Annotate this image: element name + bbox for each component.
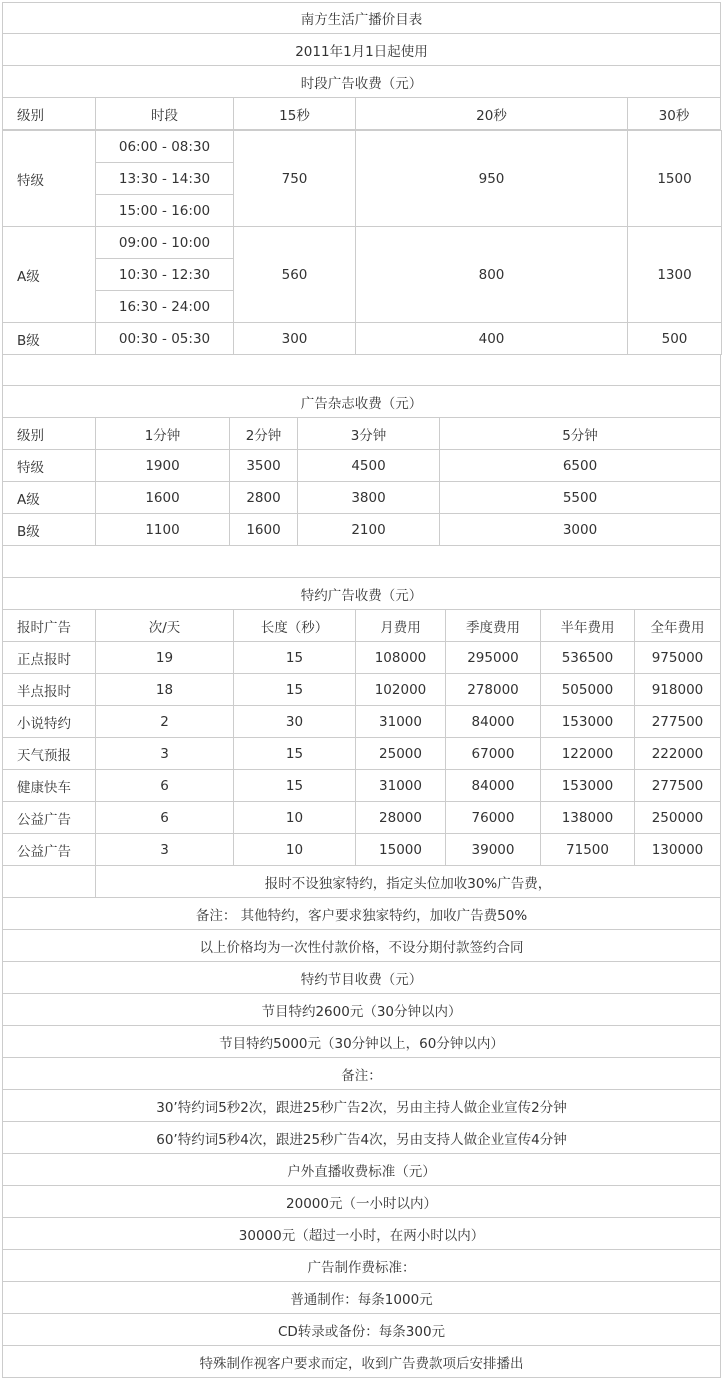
special-cell-annual: 250000	[634, 802, 721, 833]
program-heading-row	[2, 962, 721, 994]
magazine-cell-level: 特级	[2, 450, 95, 481]
production-line1-row	[2, 1282, 721, 1314]
special-cell-per-day: 6	[95, 770, 233, 801]
program-line2: 节目特约5000元（30分钟以上，60分钟以内）	[2, 1026, 721, 1057]
timeslot-price-20s: 950	[355, 130, 628, 227]
spacer-2-cell	[2, 546, 721, 577]
special-header-half-year: 半年费用	[540, 610, 634, 641]
special-header-length: 长度（秒）	[233, 610, 355, 641]
magazine-cell-2min: 2800	[229, 482, 297, 513]
special-cell-annual: 130000	[634, 834, 721, 865]
magazine-header-1min: 1分钟	[95, 418, 229, 449]
magazine-cell-2min: 1600	[229, 514, 297, 545]
special-cell-monthly: 108000	[355, 642, 445, 673]
magazine-cell-5min: 6500	[439, 450, 721, 481]
magazine-cell-level: B级	[2, 514, 95, 545]
special-cell-type: 半点报时	[2, 674, 95, 705]
special-cell-annual: 222000	[634, 738, 721, 769]
special-cell-length: 15	[233, 738, 355, 769]
special-row	[2, 706, 721, 738]
timeslot-time-range: 16:30 - 24:00	[95, 290, 234, 323]
timeslot-price-20s: 400	[355, 322, 628, 355]
program-remark1: 30’特约词5秒2次，跟进25秒广告2次，另由主持人做企业宣传2分钟	[2, 1090, 721, 1121]
special-row	[2, 770, 721, 802]
sheet-title-row	[2, 2, 721, 34]
timeslot-price-15s: 300	[233, 322, 356, 355]
timeslot-header-row	[2, 98, 721, 130]
production-heading-row	[2, 1250, 721, 1282]
magazine-cell-1min: 1600	[95, 482, 229, 513]
magazine-cell-3min: 3800	[297, 482, 439, 513]
special-cell-annual: 918000	[634, 674, 721, 705]
magazine-heading-row	[2, 386, 721, 418]
special-cell-per-day: 3	[95, 834, 233, 865]
special-cell-quarterly: 84000	[445, 770, 540, 801]
magazine-header-3min: 3分钟	[297, 418, 439, 449]
timeslot-price-15s: 750	[233, 130, 356, 227]
special-cell-quarterly: 76000	[445, 802, 540, 833]
magazine-cell-level: A级	[2, 482, 95, 513]
special-cell-quarterly: 84000	[445, 706, 540, 737]
special-cell-half-year: 153000	[540, 770, 634, 801]
magazine-cell-3min: 4500	[297, 450, 439, 481]
special-cell-monthly: 28000	[355, 802, 445, 833]
spacer-1	[2, 354, 721, 386]
special-row	[2, 642, 721, 674]
special-cell-type: 公益广告	[2, 834, 95, 865]
special-cell-quarterly: 295000	[445, 642, 540, 673]
special-cell-half-year: 71500	[540, 834, 634, 865]
special-cell-per-day: 3	[95, 738, 233, 769]
effective-date-row	[2, 34, 721, 66]
timeslot-time-range: 13:30 - 14:30	[95, 162, 234, 195]
special-note2-row	[2, 898, 721, 930]
timeslot-price-20s: 800	[355, 226, 628, 323]
outdoor-heading-row	[2, 1154, 721, 1186]
timeslot-header-level: 级别	[2, 98, 95, 129]
outdoor-line2-row	[2, 1218, 721, 1250]
special-cell-type: 公益广告	[2, 802, 95, 833]
special-cell-per-day: 6	[95, 802, 233, 833]
special-cell-half-year: 138000	[540, 802, 634, 833]
special-note1: 报时不设独家特约，指定头位加收30%广告费，	[95, 866, 721, 897]
special-cell-annual: 277500	[634, 706, 721, 737]
program-heading: 特约节目收费（元）	[2, 962, 721, 993]
special-cell-monthly: 102000	[355, 674, 445, 705]
timeslot-price-15s: 560	[233, 226, 356, 323]
special-cell-per-day: 2	[95, 706, 233, 737]
timeslot-level: 特级	[2, 130, 96, 227]
special-header-annual: 全年费用	[634, 610, 721, 641]
special-cell-length: 10	[233, 834, 355, 865]
magazine-header-level: 级别	[2, 418, 95, 449]
production-line3: 特殊制作视客户要求而定，收到广告费款项后安排播出	[2, 1346, 721, 1377]
special-cell-half-year: 153000	[540, 706, 634, 737]
special-row	[2, 834, 721, 866]
spacer-1-cell	[2, 354, 721, 385]
timeslot-header-price-20s: 20秒	[355, 98, 627, 129]
timeslot-time-range: 10:30 - 12:30	[95, 258, 234, 291]
production-line3-row	[2, 1346, 721, 1378]
special-cell-per-day: 19	[95, 642, 233, 673]
special-cell-quarterly: 67000	[445, 738, 540, 769]
production-line1: 普通制作：每条1000元	[2, 1282, 721, 1313]
special-row	[2, 674, 721, 706]
special-header-quarterly: 季度费用	[445, 610, 540, 641]
special-note3-row	[2, 930, 721, 962]
special-cell-quarterly: 39000	[445, 834, 540, 865]
program-remark: 备注：	[2, 1058, 721, 1089]
special-heading-row	[2, 578, 721, 610]
magazine-cell-5min: 5500	[439, 482, 721, 513]
special-heading: 特约广告收费（元）	[2, 578, 721, 609]
special-note3: 以上价格均为一次性付款价格，不设分期付款签约合同	[2, 930, 721, 961]
outdoor-line2: 30000元（超过一小时，在两小时以内）	[2, 1218, 721, 1249]
magazine-cell-2min: 3500	[229, 450, 297, 481]
timeslot-heading-row	[2, 66, 721, 98]
program-remark1-row	[2, 1090, 721, 1122]
magazine-cell-1min: 1100	[95, 514, 229, 545]
special-header-type: 报时广告	[2, 610, 95, 641]
sheet-title: 南方生活广播价目表	[2, 3, 721, 33]
magazine-row	[2, 450, 721, 482]
timeslot-level: B级	[2, 322, 96, 355]
timeslot-time-range: 15:00 - 16:00	[95, 194, 234, 227]
production-heading: 广告制作费标准：	[2, 1250, 721, 1281]
special-cell-quarterly: 278000	[445, 674, 540, 705]
spacer-2	[2, 546, 721, 578]
special-cell-monthly: 15000	[355, 834, 445, 865]
timeslot-header-price-30s: 30秒	[627, 98, 721, 129]
timeslot-time-range: 06:00 - 08:30	[95, 130, 234, 163]
program-remark2-row	[2, 1122, 721, 1154]
timeslot-price-30s: 1300	[627, 226, 722, 323]
special-cell-length: 30	[233, 706, 355, 737]
magazine-cell-1min: 1900	[95, 450, 229, 481]
special-cell-annual: 277500	[634, 770, 721, 801]
special-cell-half-year: 505000	[540, 674, 634, 705]
magazine-row	[2, 482, 721, 514]
special-cell-per-day: 18	[95, 674, 233, 705]
magazine-cell-3min: 2100	[297, 514, 439, 545]
special-cell-length: 10	[233, 802, 355, 833]
special-header-row	[2, 610, 721, 642]
timeslot-header-price-15s: 15秒	[233, 98, 355, 129]
production-line2-row	[2, 1314, 721, 1346]
special-cell-half-year: 122000	[540, 738, 634, 769]
outdoor-line1: 20000元（一小时以内）	[2, 1186, 721, 1217]
special-cell-monthly: 25000	[355, 738, 445, 769]
special-note2: 备注： 其他特约，客户要求独家特约，加收广告费50%	[2, 898, 721, 929]
special-cell-type: 健康快车	[2, 770, 95, 801]
special-cell-length: 15	[233, 674, 355, 705]
special-row	[2, 738, 721, 770]
magazine-row	[2, 514, 721, 546]
special-cell-length: 15	[233, 642, 355, 673]
outdoor-heading: 户外直播收费标准（元）	[2, 1154, 721, 1185]
production-line2: CD转录或备份：每条300元	[2, 1314, 721, 1345]
program-remark2: 60’特约词5秒4次，跟进25秒广告4次，另由支持人做企业宣传4分钟	[2, 1122, 721, 1153]
special-cell-half-year: 536500	[540, 642, 634, 673]
timeslot-time-range: 09:00 - 10:00	[95, 226, 234, 259]
magazine-header-2min: 2分钟	[229, 418, 297, 449]
timeslot-price-30s: 1500	[627, 130, 722, 227]
timeslot-time-range: 00:30 - 05:30	[95, 322, 234, 355]
magazine-cell-5min: 3000	[439, 514, 721, 545]
special-note-blank	[2, 866, 95, 897]
special-cell-type: 小说特约	[2, 706, 95, 737]
program-line1: 节目特约2600元（30分钟以内）	[2, 994, 721, 1025]
magazine-heading: 广告杂志收费（元）	[2, 386, 721, 417]
special-cell-monthly: 31000	[355, 706, 445, 737]
effective-date: 2011年1月1日起使用	[2, 34, 721, 65]
special-cell-length: 15	[233, 770, 355, 801]
special-cell-type: 正点报时	[2, 642, 95, 673]
special-header-per-day: 次/天	[95, 610, 233, 641]
timeslot-heading: 时段广告收费（元）	[2, 66, 721, 97]
special-cell-type: 天气预报	[2, 738, 95, 769]
special-cell-annual: 975000	[634, 642, 721, 673]
program-remark-row	[2, 1058, 721, 1090]
special-cell-monthly: 31000	[355, 770, 445, 801]
special-header-monthly: 月费用	[355, 610, 445, 641]
special-note1-row	[2, 866, 721, 898]
timeslot-header-slot: 时段	[95, 98, 233, 129]
magazine-header-row	[2, 418, 721, 450]
magazine-header-5min: 5分钟	[439, 418, 721, 449]
program-line1-row	[2, 994, 721, 1026]
timeslot-level: A级	[2, 226, 96, 323]
outdoor-line1-row	[2, 1186, 721, 1218]
special-row	[2, 802, 721, 834]
program-line2-row	[2, 1026, 721, 1058]
timeslot-price-30s: 500	[627, 322, 722, 355]
